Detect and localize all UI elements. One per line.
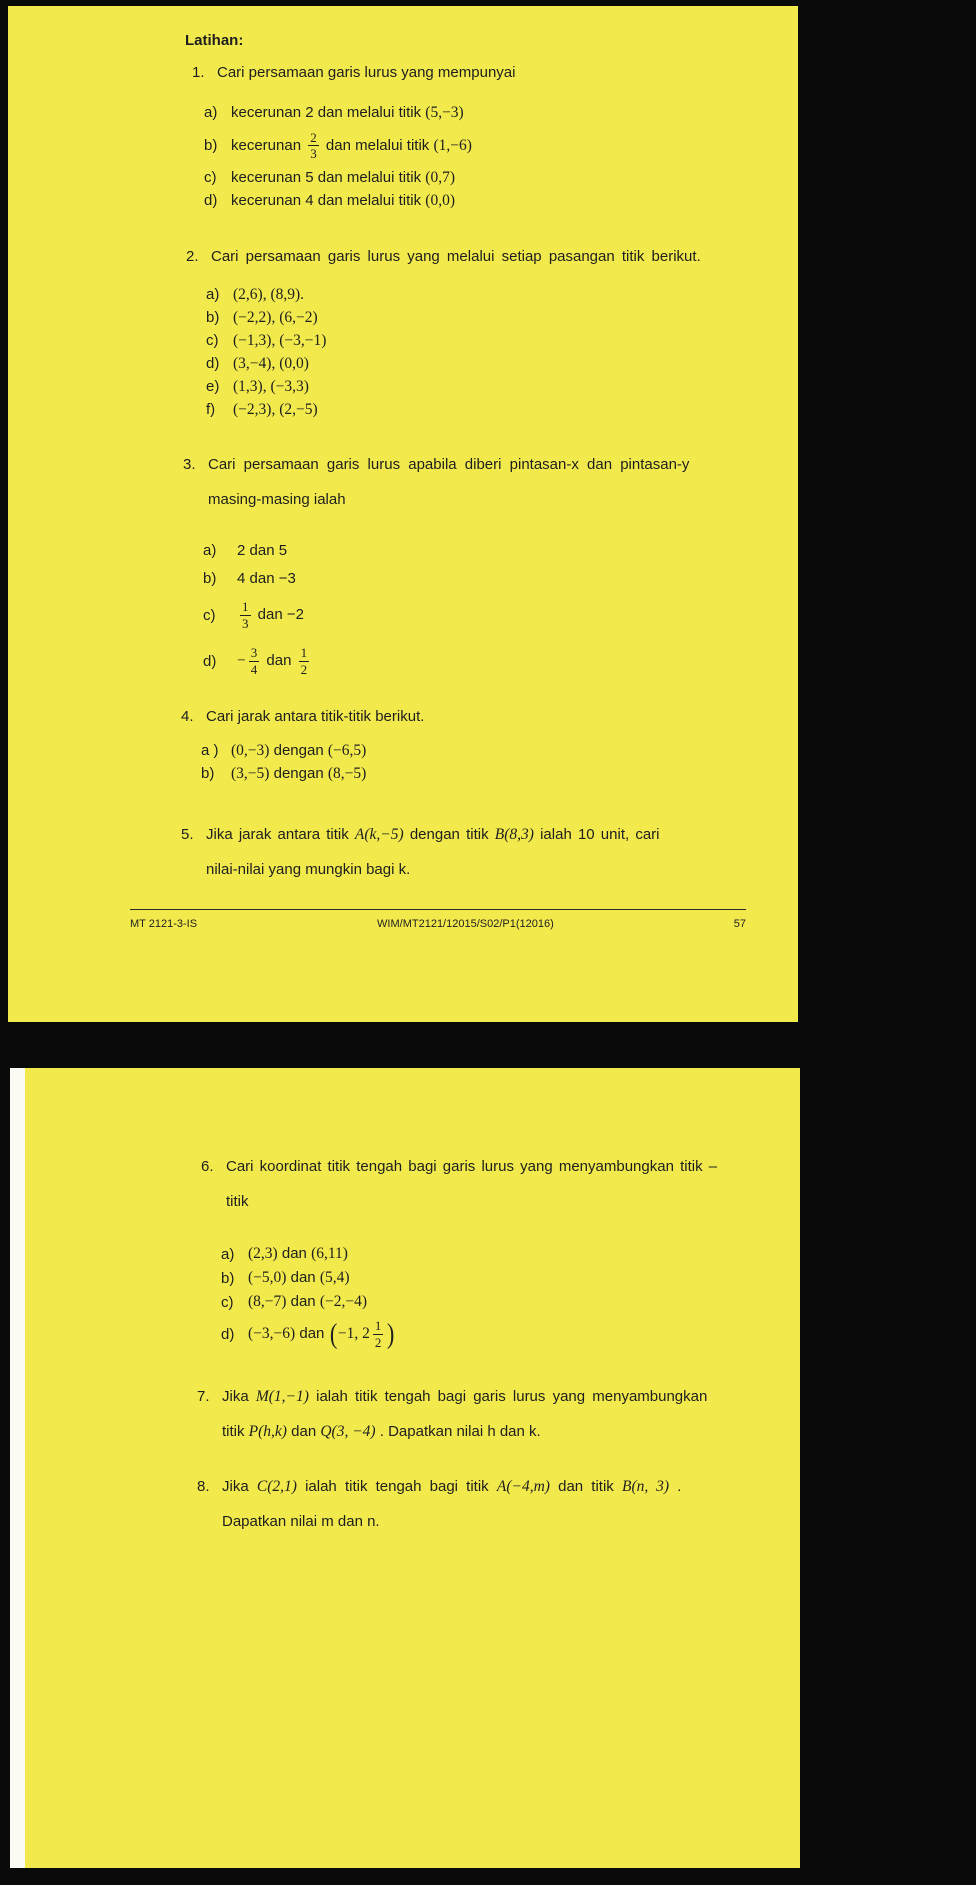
close-paren: ) <box>387 1318 395 1350</box>
fraction-numerator: 1 <box>300 645 308 661</box>
math-expr: (8,−7) <box>248 1293 287 1311</box>
question-text: Cari persamaan garis lurus yang melalui setiap pasangan titik berikut. <box>211 248 701 265</box>
text-segment: dan melalui titik <box>325 136 430 154</box>
question-text-line1: Cari persamaan garis lurus apabila diberi pintasan-x dan pintasan-y <box>208 456 690 473</box>
question-2-items <box>206 284 786 422</box>
question-3 <box>183 454 783 685</box>
text-segment: kecerunan <box>231 136 302 154</box>
list-item <box>206 399 786 422</box>
question-3-items <box>203 537 783 685</box>
item-label: c) <box>204 169 217 187</box>
text-segment: dan <box>290 1293 316 1311</box>
math-expr: (−2,−4) <box>319 1293 368 1311</box>
math-expr: (8,−5) <box>327 765 367 783</box>
item-text <box>231 167 455 189</box>
question-text-line1: Cari koordinat titik tengah bagi garis lurus yang menyambungkan titik – <box>226 1158 718 1175</box>
question-4-heading <box>181 706 781 728</box>
question-text: Cari persamaan garis lurus yang mempunyai <box>217 64 516 81</box>
text-segment: ialah titik tengah bagi garis lurus yang menyambungkan <box>316 1388 708 1405</box>
list-item <box>204 167 792 190</box>
question-6 <box>201 1156 801 1355</box>
math-expr: −1, 2 <box>337 1325 370 1343</box>
text-segment: Jika <box>222 1478 249 1495</box>
footer-page-number: 57 <box>733 918 746 930</box>
question-4-items <box>201 740 781 786</box>
question-8 <box>197 1476 797 1533</box>
text-segment: dengan <box>273 765 324 783</box>
list-item <box>206 307 786 330</box>
question-7 <box>197 1386 797 1444</box>
question-number: 5. <box>181 826 194 843</box>
question-text-line2: titik <box>226 1192 249 1210</box>
question-7-heading <box>197 1386 797 1408</box>
item-label: a ) <box>201 742 219 760</box>
fraction <box>308 130 319 162</box>
page-1 <box>8 6 798 1022</box>
footer-doc-code: MT 2121-3-IS <box>130 918 198 930</box>
fraction <box>240 599 251 631</box>
math-expr: Q(3, −4) <box>320 1423 376 1441</box>
text-segment: dan <box>281 1245 307 1263</box>
item-label: c) <box>221 1293 234 1311</box>
math-expr: C(2,1) <box>256 1478 297 1495</box>
item-text <box>248 1243 348 1265</box>
item-label: a) <box>221 1245 235 1263</box>
math-expr: (6,11) <box>311 1245 348 1263</box>
question-1-items <box>204 102 792 213</box>
fraction-denominator: 2 <box>300 662 308 677</box>
math-expr: B(n, 3) <box>621 1478 670 1495</box>
text-segment: ialah 10 unit, cari <box>540 826 660 843</box>
item-label: c) <box>206 332 219 350</box>
math-expr: (0,−3) <box>231 742 270 760</box>
question-number: 4. <box>181 708 194 725</box>
fraction-denominator: 2 <box>374 1335 382 1350</box>
math-expr: A(k,−5) <box>354 826 404 843</box>
math-expr: (0,0) <box>425 192 455 210</box>
list-item <box>221 1243 801 1267</box>
text-segment: dan <box>290 1269 316 1287</box>
question-1 <box>192 62 792 213</box>
list-item <box>206 353 786 376</box>
math-expr: (0,7) <box>425 169 455 187</box>
question-5 <box>181 824 781 881</box>
text-segment: ialah titik tengah bagi titik <box>305 1478 489 1495</box>
question-2-heading <box>186 246 786 268</box>
list-item <box>204 190 792 213</box>
question-text-line1 <box>222 1476 797 1498</box>
question-1-heading <box>192 62 792 84</box>
list-item <box>204 102 792 125</box>
question-text: Cari jarak antara titik-titik berikut. <box>206 708 425 725</box>
item-label: f) <box>206 401 216 419</box>
text-segment: titik <box>222 1423 245 1441</box>
text-segment: dengan <box>273 742 324 760</box>
item-text <box>248 1291 367 1313</box>
list-item <box>221 1291 801 1315</box>
item-label: c) <box>203 606 216 624</box>
item-text: 4 dan −3 <box>237 569 296 587</box>
item-text <box>248 1267 350 1289</box>
fraction <box>249 645 260 677</box>
item-label: a) <box>203 541 217 559</box>
math-expr: (3,−5) <box>231 765 270 783</box>
math-expr: M(1,−1) <box>255 1388 309 1405</box>
fraction-denominator: 3 <box>310 146 317 162</box>
list-item <box>204 125 792 167</box>
item-label: a) <box>204 104 218 122</box>
question-2 <box>186 246 786 422</box>
item-text <box>231 130 472 162</box>
item-text <box>248 1318 396 1350</box>
item-label: d) <box>221 1325 235 1343</box>
question-6-heading <box>201 1156 801 1178</box>
text-segment: kecerunan 5 dan melalui titik <box>231 169 422 187</box>
text-segment: dan <box>266 652 292 670</box>
minus-sign: − <box>237 652 246 670</box>
text-segment: Jika jarak antara titik <box>206 826 349 843</box>
text-segment: . Dapatkan nilai h dan k. <box>379 1423 541 1441</box>
question-text-line2: Dapatkan nilai m dan n. <box>222 1513 380 1531</box>
question-number: 3. <box>183 456 196 473</box>
fraction-numerator: 1 <box>374 1318 382 1334</box>
page-2 <box>25 1068 800 1868</box>
math-expr: A(−4,m) <box>496 1478 550 1495</box>
text-segment: kecerunan 4 dan melalui titik <box>231 192 422 210</box>
math-expr: (−6,5) <box>327 742 367 760</box>
fraction-numerator: 1 <box>242 599 249 615</box>
exercise-title: Latihan: <box>185 32 244 49</box>
fraction-numerator: 3 <box>250 645 258 661</box>
math-expr: (3,−4), (0,0) <box>233 355 309 373</box>
fraction-numerator: 2 <box>310 129 317 145</box>
question-6-items <box>221 1243 801 1355</box>
text-segment: dan <box>291 1423 317 1441</box>
list-item <box>206 330 786 353</box>
item-text <box>231 102 464 124</box>
list-item <box>203 537 783 565</box>
math-expr: (−1,3), (−3,−1) <box>233 332 327 350</box>
item-text <box>237 599 304 631</box>
list-item <box>203 565 783 593</box>
math-expr: (5,−3) <box>425 104 464 122</box>
item-text <box>237 645 312 677</box>
item-label: e) <box>206 378 220 396</box>
question-5-heading <box>181 824 781 846</box>
question-text-line2: nilai-nilai yang mungkin bagi k. <box>206 861 411 879</box>
list-item <box>201 763 781 786</box>
fraction-denominator: 4 <box>250 662 258 677</box>
text-segment: kecerunan 2 dan melalui titik <box>231 104 422 122</box>
math-expr: (1,−6) <box>433 136 472 154</box>
item-label: d) <box>204 192 218 210</box>
math-expr: (−2,3), (2,−5) <box>233 401 318 419</box>
math-expr: B(8,3) <box>494 826 534 843</box>
page-2-edge <box>10 1068 800 1868</box>
question-text-line1 <box>222 1386 797 1408</box>
question-number: 7. <box>197 1388 210 1405</box>
text-segment: . <box>677 1478 682 1495</box>
question-number: 6. <box>201 1158 214 1175</box>
item-text: 2 dan 5 <box>237 541 288 559</box>
list-item <box>206 284 786 307</box>
question-text-line1 <box>206 824 781 846</box>
question-8-heading <box>197 1476 797 1498</box>
list-item <box>221 1315 801 1355</box>
list-item <box>203 593 783 639</box>
list-item <box>201 740 781 763</box>
question-4 <box>181 706 781 786</box>
item-label: b) <box>201 765 215 783</box>
fraction <box>299 645 310 677</box>
math-expr: (2,6), (8,9). <box>233 286 305 304</box>
math-expr: P(h,k) <box>248 1423 287 1441</box>
question-text-line2: masing-masing ialah <box>208 490 346 508</box>
item-label: d) <box>203 652 217 670</box>
text-segment: dan titik <box>558 1478 614 1495</box>
math-expr: (1,3), (−3,3) <box>233 378 309 396</box>
list-item <box>203 639 783 685</box>
math-expr: (5,4) <box>319 1269 350 1287</box>
item-label: b) <box>206 309 220 327</box>
fraction-denominator: 3 <box>242 616 249 631</box>
item-text <box>231 740 366 762</box>
question-number: 2. <box>186 248 199 265</box>
item-text <box>231 763 366 785</box>
item-text <box>231 190 455 212</box>
footer-reference: WIM/MT2121/12015/S02/P1(12016) <box>377 918 554 930</box>
page-footer <box>130 909 746 933</box>
list-item <box>221 1267 801 1291</box>
fraction <box>373 1318 384 1350</box>
list-item <box>206 376 786 399</box>
math-expr: (−5,0) <box>248 1269 287 1287</box>
text-segment: dengan titik <box>409 826 489 843</box>
text-segment: dan −2 <box>257 606 304 624</box>
math-expr: (2,3) <box>248 1245 278 1263</box>
question-number: 8. <box>197 1478 210 1495</box>
item-label: b) <box>203 569 217 587</box>
text-segment: Jika <box>222 1388 249 1405</box>
question-number: 1. <box>192 64 205 81</box>
item-label: d) <box>206 355 220 373</box>
item-label: a) <box>206 286 220 304</box>
text-segment: dan <box>299 1325 325 1343</box>
math-expr: (−3,−6) <box>248 1325 296 1343</box>
item-label: b) <box>221 1269 235 1287</box>
question-text-line2 <box>222 1421 797 1443</box>
question-3-heading <box>183 454 783 476</box>
math-expr: (−2,2), (6,−2) <box>233 309 318 327</box>
item-label: b) <box>204 136 218 154</box>
open-paren: ( <box>329 1318 337 1350</box>
